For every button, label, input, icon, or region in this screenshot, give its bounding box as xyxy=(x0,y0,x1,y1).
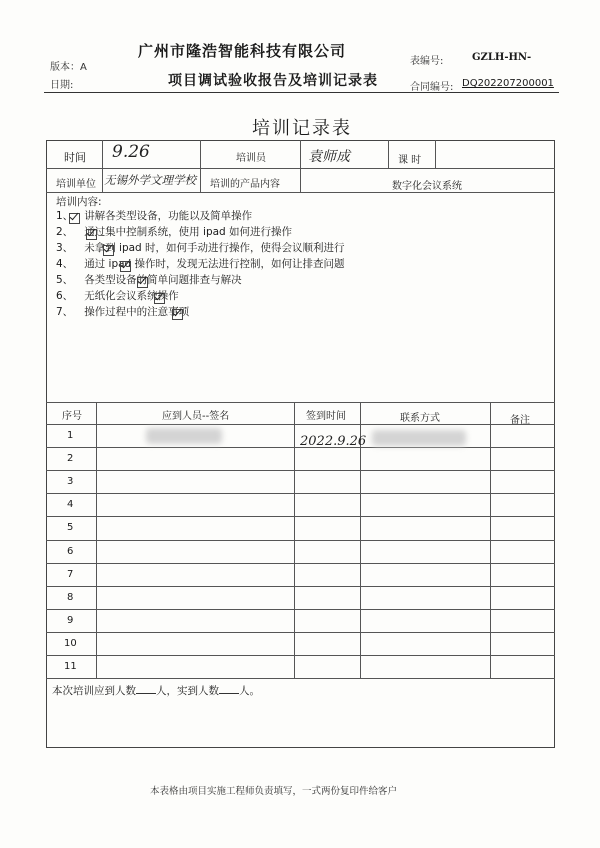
row-number: 9 xyxy=(67,614,74,626)
table-row-divider xyxy=(46,632,555,633)
content-item-1: 1、 讲解各类型设备，功能以及简单操作 xyxy=(56,210,253,222)
table-row-divider xyxy=(46,586,555,587)
table-row-divider xyxy=(46,493,555,494)
table-row-divider xyxy=(46,563,555,564)
table-row-divider xyxy=(46,516,555,517)
content-item-5: 5、 各类型设备的简单问题排查与解决 xyxy=(56,274,242,286)
vdiv-5 xyxy=(435,140,436,168)
product-label: 培训的产品内容 xyxy=(210,179,280,190)
table-row-divider xyxy=(46,540,555,541)
content-item-3: 3、 未拿到 ipad 时，如何手动进行操作，使得会议顺利进行 xyxy=(56,242,345,254)
company-name: 广州市隆浩智能科技有限公司 xyxy=(138,42,347,60)
version-label: 版本：A xyxy=(50,62,87,73)
table-row-divider xyxy=(46,470,555,471)
trainer-value: 袁师成 xyxy=(308,149,350,165)
redacted-phone xyxy=(372,430,466,446)
header-contact: 联系方式 xyxy=(400,413,440,424)
check-icon xyxy=(69,213,80,224)
hours-label: 课 时 xyxy=(398,155,422,166)
att-vdiv-1 xyxy=(96,402,97,678)
trainer-label: 培训员 xyxy=(236,153,266,164)
attendance-bottom xyxy=(46,678,555,679)
header-signin-time: 签到时间 xyxy=(306,411,346,422)
check-icon xyxy=(172,309,183,320)
row-number: 5 xyxy=(67,522,74,534)
attendance-header-bottom xyxy=(46,424,555,425)
vdiv-3 xyxy=(300,140,301,192)
table-row-divider xyxy=(46,609,555,610)
row1-signin-time: 2022.9.26 xyxy=(300,434,367,449)
vdiv-1 xyxy=(102,140,103,192)
check-icon xyxy=(103,245,114,256)
time-value: 9.26 xyxy=(112,142,150,162)
row-number: 7 xyxy=(67,568,74,580)
content-heading: 培训内容: xyxy=(56,196,102,208)
att-vdiv-2 xyxy=(294,402,295,678)
unit-label: 培训单位 xyxy=(56,179,96,190)
row-number: 8 xyxy=(67,591,74,603)
header-seq: 序号 xyxy=(62,411,82,422)
row-number: 4 xyxy=(67,499,74,511)
footer-note: 本表格由项目实施工程师负责填写，一式两份复印件给客户 xyxy=(150,786,398,797)
form-title: 培训记录表 xyxy=(252,118,352,139)
redacted-name xyxy=(146,428,222,444)
header-divider xyxy=(44,92,559,93)
content-item-6: 6、 无纸化会议系统操作 xyxy=(56,290,179,302)
row-number: 11 xyxy=(64,661,77,672)
form-no-value: GZLH-HN- xyxy=(472,52,532,63)
date-label: 日期: xyxy=(50,80,74,91)
att-vdiv-4 xyxy=(490,402,491,678)
content-item-4: 4、 通过 ipad 操作时，发现无法进行控制，如何让排查问题 xyxy=(56,258,345,270)
product-value: 数字化会议系统 xyxy=(392,181,462,192)
unit-value: 无锡外学文理学校 xyxy=(104,173,196,187)
row-number: 1 xyxy=(67,430,74,441)
contract-no-label: 合同编号: xyxy=(410,82,454,93)
row-number: 2 xyxy=(67,453,74,465)
header-remark: 备注 xyxy=(510,415,530,426)
header-signature: 应到人员--签名 xyxy=(162,411,230,422)
check-icon xyxy=(120,261,131,272)
content-item-7: 7、 操作过程中的注意事项 xyxy=(56,306,190,318)
check-icon xyxy=(86,229,97,240)
check-icon xyxy=(154,293,165,304)
form-no-label: 表编号: xyxy=(410,56,444,67)
report-title: 项目调试验收报告及培训记录表 xyxy=(168,73,378,89)
contract-no-value: DQ202207200001 xyxy=(462,78,554,89)
vdiv-4 xyxy=(388,140,389,168)
row-number: 10 xyxy=(64,637,77,649)
attendance-top xyxy=(46,402,555,403)
divider-info-2 xyxy=(46,192,555,193)
row-number: 3 xyxy=(67,476,74,488)
time-label: 时间 xyxy=(64,151,86,164)
attendance-summary: 本次培训应到人数 人，实到人数 人。 xyxy=(52,685,260,697)
table-row-divider xyxy=(46,655,555,656)
row-number: 6 xyxy=(67,545,74,557)
vdiv-2 xyxy=(200,140,201,192)
check-icon xyxy=(137,277,148,288)
content-item-2: 2、 通过集中控制系统，使用 ipad 如何进行操作 xyxy=(56,226,293,238)
